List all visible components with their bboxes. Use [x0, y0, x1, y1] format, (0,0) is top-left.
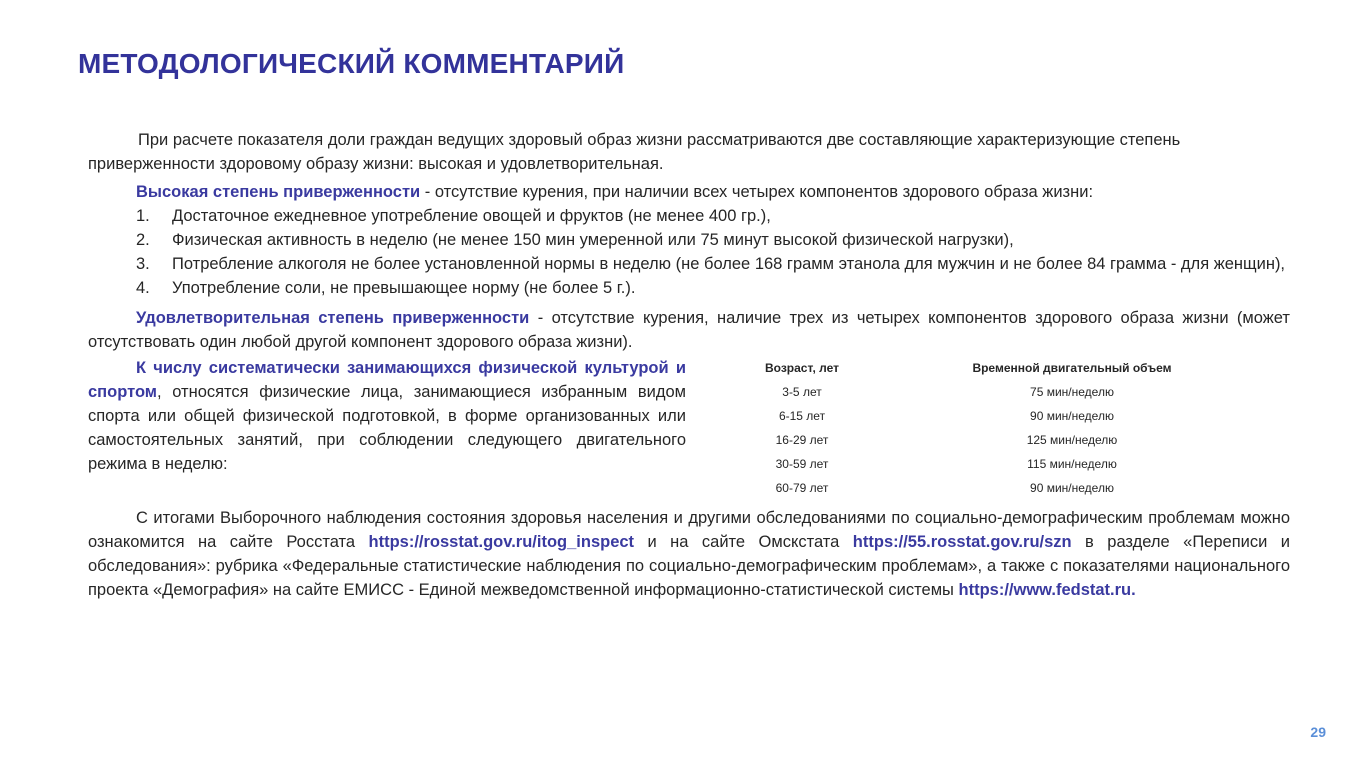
table-row	[722, 452, 1262, 476]
table-row	[722, 380, 1262, 404]
rosstat-link[interactable]: https://rosstat.gov.ru/itog_inspect	[368, 533, 635, 551]
slide-content	[88, 128, 1290, 602]
regime-table-wrapper	[722, 356, 1262, 500]
table-header-age: Возраст, лет	[765, 361, 839, 375]
table-cell-volume: 125 мин/неделю	[1026, 433, 1118, 447]
sources-text-3: в разделе «Переписи и обследования»: рубрика «Федеральные статистические наблюдения по социально-демографическим проблемам», а также с показателями национального проекта «Демография» на сайте ЕМИСС - Единой межведомственной информационно-статистической системы	[88, 533, 1290, 599]
table-cell-volume: 90 мин/неделю	[1030, 409, 1114, 423]
satisfactory-adherence-term: Удовлетворительная степень приверженности	[136, 309, 530, 327]
list-item	[136, 252, 1290, 276]
high-adherence-term: Высокая степень приверженности	[136, 183, 421, 201]
regime-table	[722, 356, 1262, 500]
table-header-volume: Временной двигательный объем	[972, 361, 1172, 375]
table-cell-age: 6-15 лет	[778, 409, 826, 423]
table-cell-volume: 90 мин/неделю	[1030, 481, 1114, 495]
list-item-text: Употребление соли, не превышающее норму (не более 5 г.).	[172, 279, 636, 297]
table-cell-volume: 75 мин/неделю	[1030, 385, 1114, 399]
table-cell-age: 16-29 лет	[775, 433, 829, 447]
fedstat-link[interactable]: https://www.fedstat.ru.	[958, 581, 1136, 599]
table-cell-age: 3-5 лет	[782, 385, 822, 399]
sport-text: , относятся физические лица, занимающиеся избранным видом спорта или общей физической подготовкой, в форме организованных или самостоятельных занятий, при соблюдении следующего двигательного режима в неделю:	[88, 383, 686, 473]
table-row	[722, 428, 1262, 452]
sources-paragraph	[88, 506, 1290, 602]
sport-section	[88, 356, 1290, 500]
list-item	[136, 228, 1290, 252]
list-item-number: 1.	[136, 207, 150, 225]
intro-paragraph: При расчете показателя доли граждан ведущих здоровый образ жизни рассматриваются две составляющие характеризующие степень приверженности здоровому образу жизни: высокая и удовлетворительная.	[88, 131, 1181, 173]
table-cell-volume: 115 мин/неделю	[1027, 457, 1117, 471]
sport-definition	[88, 356, 686, 500]
high-adherence-definition	[88, 180, 1290, 204]
satisfactory-adherence-definition	[88, 306, 1290, 354]
list-item-text: Физическая активность в неделю (не менее 150 мин умеренной или 75 минут высокой физической нагрузки),	[172, 231, 1014, 249]
page-title: МЕТОДОЛОГИЧЕСКИЙ КОММЕНТАРИЙ	[78, 48, 625, 79]
components-list	[88, 204, 1290, 300]
table-row	[722, 404, 1262, 428]
table-cell-age: 60-79 лет	[775, 481, 829, 495]
list-item	[136, 276, 1290, 300]
list-item-text: Потребление алкоголя не более установленной нормы в неделю (не более 168 грамм этанола для мужчин и не более 84 грамма - для женщин),	[172, 255, 1286, 273]
sport-term: К числу систематически занимающихся физической культурой и спортом	[88, 359, 686, 401]
list-item-number: 2.	[136, 231, 150, 249]
list-item	[136, 204, 1290, 228]
sources-text-1: С итогами Выборочного наблюдения состояния здоровья населения и другими обследованиями по социально-демографическим проблемам можно ознакомится на сайте Росстата	[88, 509, 1290, 551]
table-header-row	[722, 356, 1262, 380]
page-number: 29	[1310, 724, 1326, 740]
list-item-text: Достаточное ежедневное употребление овощей и фруктов (не менее 400 гр.),	[172, 207, 771, 225]
table-row	[722, 476, 1262, 500]
list-item-number: 3.	[136, 255, 150, 273]
table-cell-age: 30-59 лет	[775, 457, 829, 471]
sources-text-2: и на сайте Омскстата	[634, 533, 853, 551]
high-adherence-text: - отсутствие курения, при наличии всех четырех компонентов здорового образа жизни:	[420, 183, 1094, 201]
satisfactory-adherence-text: - отсутствие курения, наличие трех из четырех компонентов здорового образа жизни (может отсутствовать один любой другой компонент здорового образа жизни).	[88, 309, 1290, 351]
list-item-number: 4.	[136, 279, 150, 297]
omskstat-link[interactable]: https://55.rosstat.gov.ru/szn	[852, 533, 1072, 551]
